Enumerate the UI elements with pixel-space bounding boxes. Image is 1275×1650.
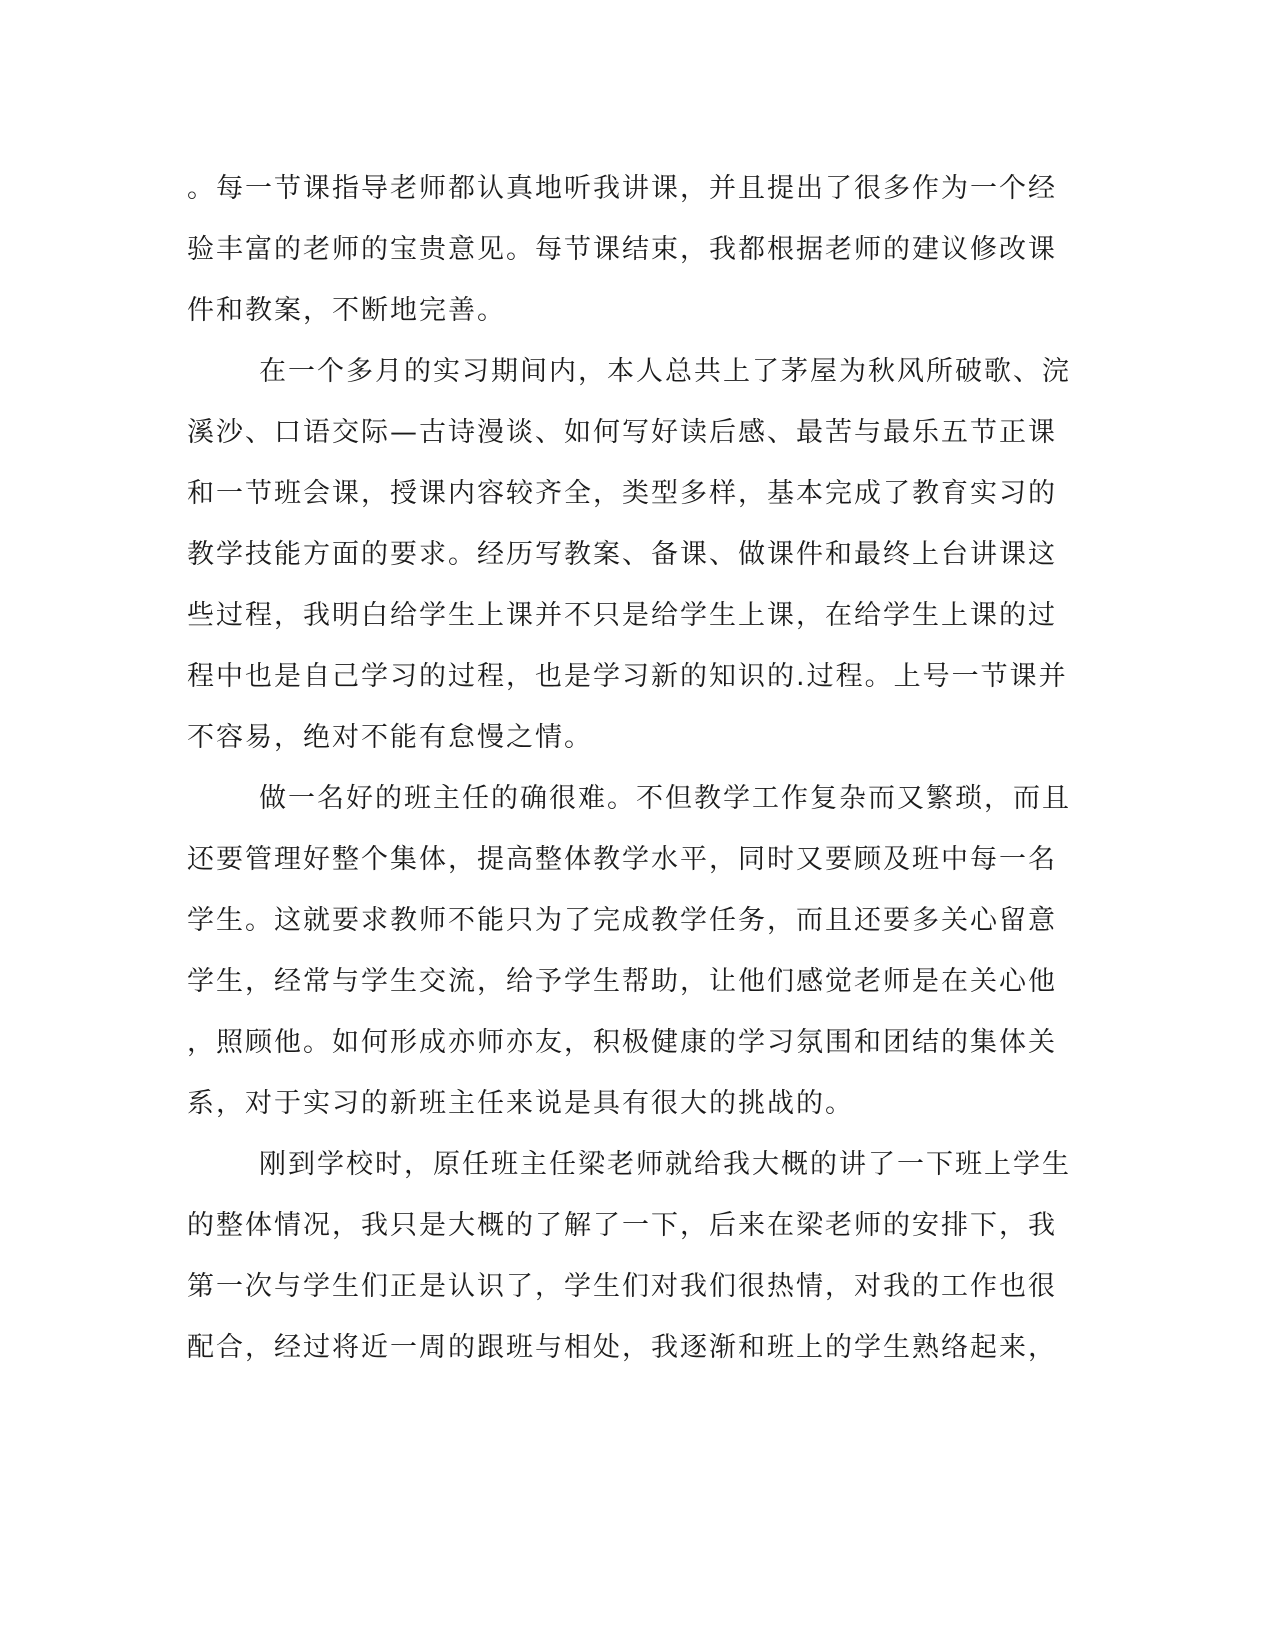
document-body xyxy=(187,158,1087,1378)
text-line: 些过程，我明白给学生上课并不只是给学生上课，在给学生上课的过 xyxy=(187,600,1057,631)
text-line: 做一名好的班主任的确很难。不但教学工作复杂而又繁琐，而且 xyxy=(259,783,1071,814)
text-line: 在一个多月的实习期间内，本人总共上了茅屋为秋风所破歌、浣 xyxy=(259,356,1071,387)
paragraph-3 xyxy=(187,768,1087,1134)
text-line: 刚到学校时，原任班主任梁老师就给我大概的讲了一下班上学生 xyxy=(259,1149,1071,1180)
text-line: 验丰富的老师的宝贵意见。每节课结束，我都根据老师的建议修改课 xyxy=(187,234,1057,265)
text-line: 的整体情况，我只是大概的了解了一下，后来在梁老师的安排下，我 xyxy=(187,1210,1057,1241)
paragraph-1 xyxy=(187,158,1087,341)
paragraph-4 xyxy=(187,1134,1087,1378)
text-line: 学生，经常与学生交流，给予学生帮助，让他们感觉老师是在关心他 xyxy=(187,966,1057,997)
text-line: 教学技能方面的要求。经历写教案、备课、做课件和最终上台讲课这 xyxy=(187,539,1057,570)
text-line: 配合，经过将近一周的跟班与相处，我逐渐和班上的学生熟络起来， xyxy=(187,1332,1057,1363)
text-line: 第一次与学生们正是认识了，学生们对我们很热情，对我的工作也很 xyxy=(187,1271,1057,1302)
text-line: 程中也是自己学习的过程，也是学习新的知识的.过程。上号一节课并 xyxy=(187,661,1068,692)
text-line: 溪沙、口语交际—古诗漫谈、如何写好读后感、最苦与最乐五节正课 xyxy=(187,417,1057,448)
text-line: 件和教案，不断地完善。 xyxy=(187,295,506,326)
text-line: 和一节班会课，授课内容较齐全，类型多样，基本完成了教育实习的 xyxy=(187,478,1057,509)
text-line: 。每一节课指导老师都认真地听我讲课，并且提出了很多作为一个经 xyxy=(187,173,1057,204)
text-line: 学生。这就要求教师不能只为了完成教学任务，而且还要多关心留意 xyxy=(187,905,1057,936)
text-line: 系，对于实习的新班主任来说是具有很大的挑战的。 xyxy=(187,1088,854,1119)
text-line: 还要管理好整个集体，提高整体教学水平，同时又要顾及班中每一名 xyxy=(187,844,1057,875)
paragraph-2 xyxy=(187,341,1087,768)
text-line: 不容易，绝对不能有怠慢之情。 xyxy=(187,722,593,753)
text-line: ，照顾他。如何形成亦师亦友，积极健康的学习氛围和团结的集体关 xyxy=(187,1027,1057,1058)
